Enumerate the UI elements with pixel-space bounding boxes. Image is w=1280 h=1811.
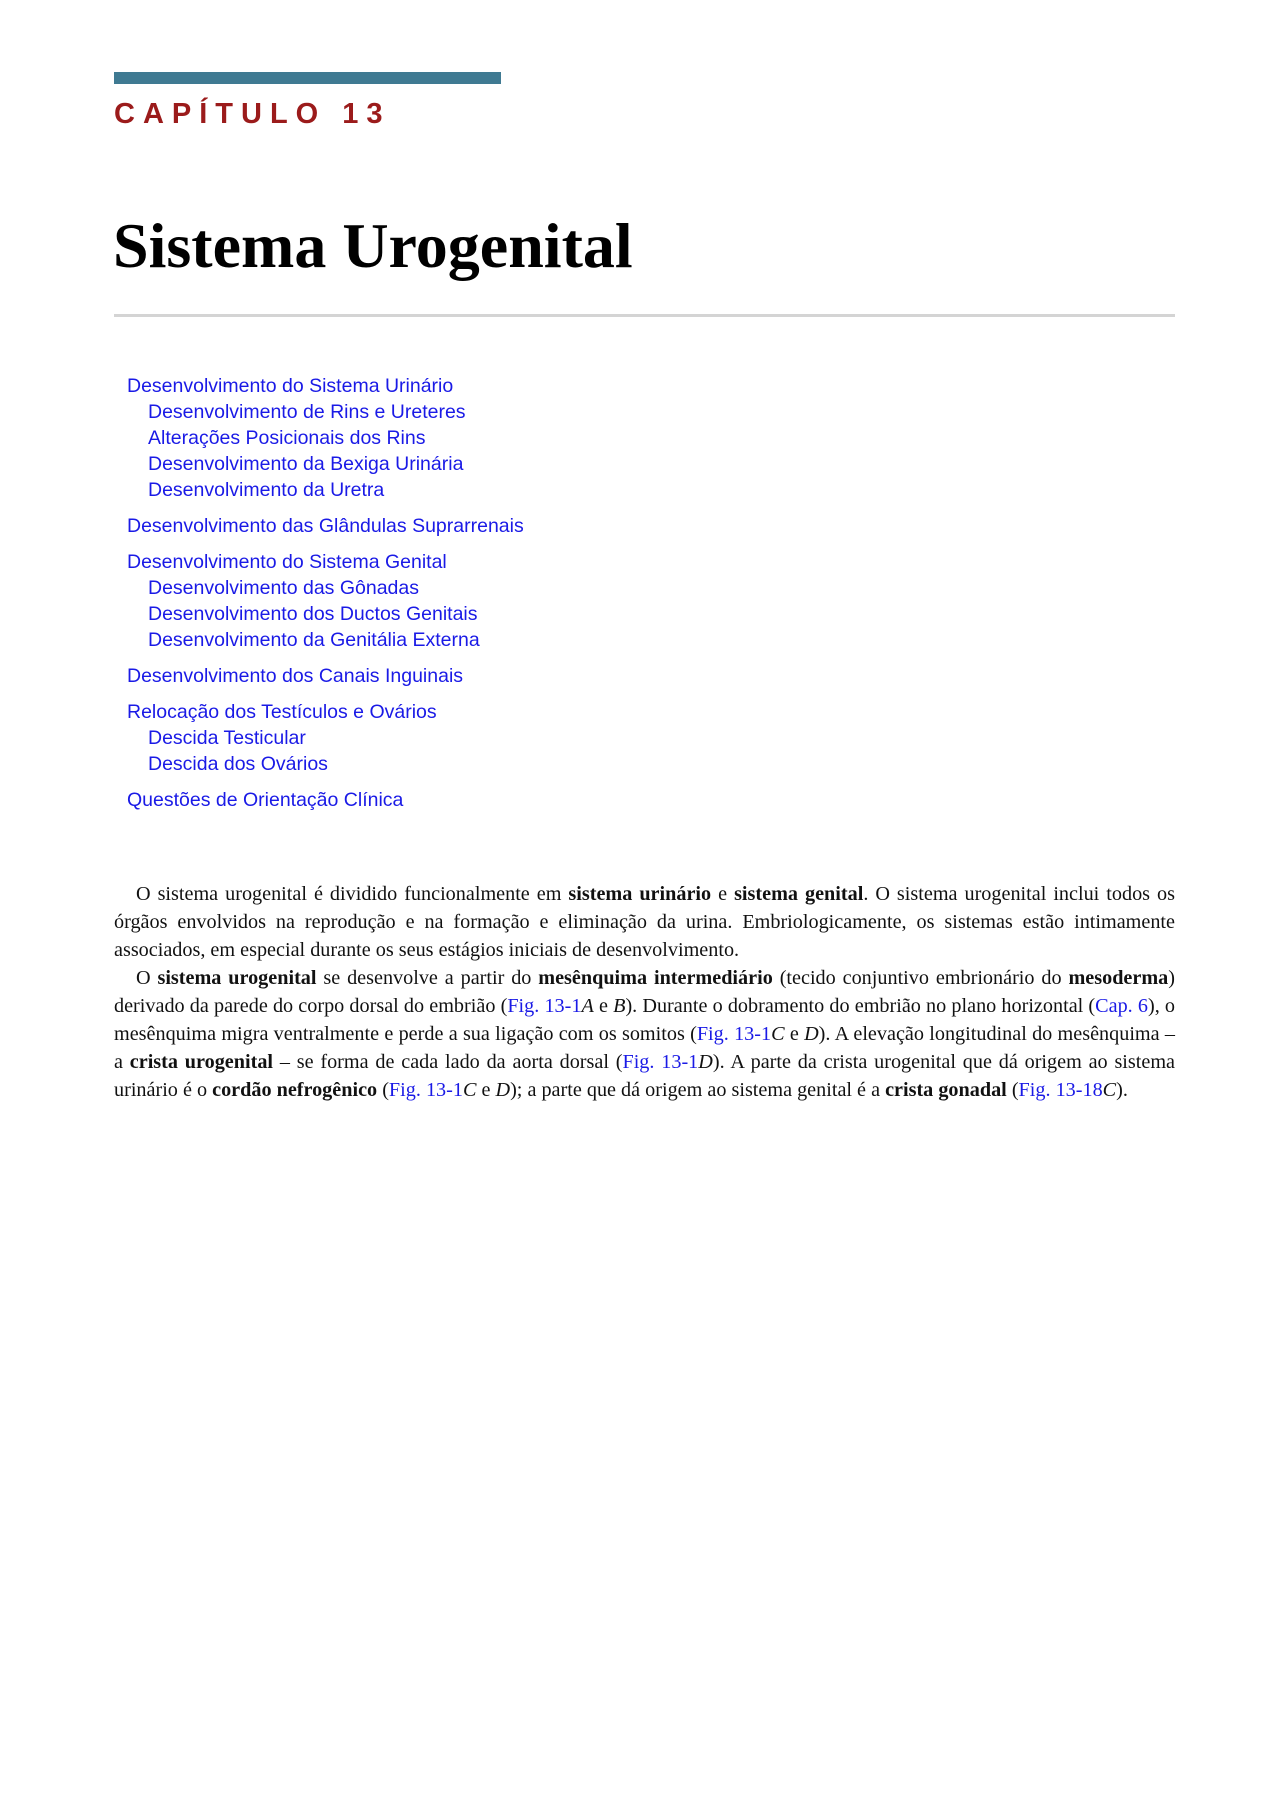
toc-sublink[interactable]: Descida dos Ovários [148,753,328,775]
toc-sublink[interactable]: Descida Testicular [148,727,306,749]
toc-sublink[interactable]: Desenvolvimento de Rins e Ureteres [148,401,466,423]
figure-reference-link[interactable]: Fig. 13-1 [507,995,582,1017]
bold-term: sistema urinário [568,883,712,905]
italic-label: A [581,995,594,1017]
body-paragraph [114,880,1175,964]
bold-term: crista gonadal [885,1079,1007,1101]
text-run: O sistema urogenital é dividido funcionalmente em [136,883,569,905]
bold-term: mesoderma [1068,967,1169,989]
italic-label: C [771,1023,785,1045]
text-run: – se forma de cada lado da aorta dorsal ( [273,1051,623,1073]
italic-label: C [1102,1079,1117,1101]
toc-sublink[interactable]: Desenvolvimento das Gônadas [148,577,419,599]
toc-group [127,787,827,813]
toc-sublink[interactable]: Alterações Posicionais dos Rins [148,427,426,449]
italic-label: B [613,995,626,1017]
toc-link[interactable]: Questões de Orientação Clínica [127,789,404,811]
toc-link[interactable]: Desenvolvimento do Sistema Urinário [127,375,454,397]
toc-group [127,663,827,689]
toc-link[interactable]: Desenvolvimento do Sistema Genital [127,551,447,573]
italic-label: D [495,1079,511,1101]
text-run: O [136,967,158,989]
italic-label: C [462,1079,477,1101]
toc-group [127,549,827,653]
text-run: ). A parte da crista urogenital que dá origem ao sistema urinário é o [114,1051,1176,1101]
toc-group [127,513,827,539]
bold-term: crista urogenital [129,1051,274,1073]
text-run: . O sistema urogenital inclui todos os órgãos envolvidos na reprodução e na formação e eliminação da urina. Embriologicamente, os sistemas estão intimamente associados, em especial durante os seus estágios iniciais de desenvolvimento. [114,883,1175,961]
table-of-contents [127,373,827,823]
text-run: ), o mesênquima migra ventralmente e perde a sua ligação com os somitos ( [114,995,1176,1045]
text-run: ). [1116,1079,1128,1101]
text-run: e [476,1079,496,1101]
text-run: ); a parte que dá origem ao sistema genital é a [510,1079,886,1101]
text-run: se desenvolve a partir do [316,967,539,989]
chapter-accent-bar [114,72,501,84]
toc-sublink[interactable]: Desenvolvimento da Genitália Externa [148,629,480,651]
toc-sublink[interactable]: Desenvolvimento da Bexiga Urinária [148,453,464,475]
figure-reference-link[interactable]: Cap. 6 [1095,995,1148,1017]
italic-label: D [804,1023,819,1045]
body-text [114,880,1175,1104]
bold-term: cordão nefrogênico [212,1079,378,1101]
figure-reference-link[interactable]: Fig. 13-1 [388,1079,463,1101]
toc-sublink[interactable]: Desenvolvimento dos Ductos Genitais [148,603,478,625]
page-title: Sistema Urogenital [113,210,633,281]
bold-term: sistema urogenital [157,967,317,989]
toc-sublink[interactable]: Desenvolvimento da Uretra [148,479,385,501]
text-run: ). Durante o dobramento do embrião no plano horizontal ( [625,995,1096,1017]
figure-reference-link[interactable]: Fig. 13-1 [622,1051,699,1073]
text-run: ( [377,1079,389,1101]
text-run: e [711,883,735,905]
bold-term: sistema genital [734,883,864,905]
figure-reference-link[interactable]: Fig. 13-1 [696,1023,772,1045]
body-paragraph [114,964,1175,1104]
toc-link[interactable]: Desenvolvimento das Glândulas Suprarrenais [127,515,524,537]
toc-group [127,699,827,777]
figure-reference-link[interactable]: Fig. 13-18 [1018,1079,1103,1101]
toc-link[interactable]: Desenvolvimento dos Canais Inguinais [127,665,464,687]
text-run: ) derivado da parede do corpo dorsal do embrião ( [114,967,1175,1017]
toc-link[interactable]: Relocação dos Testículos e Ovários [127,701,437,723]
title-divider [114,314,1175,317]
text-run: e [784,1023,805,1045]
bold-term: mesênquima intermediário [538,967,773,989]
text-run: ). A elevação longitudinal do mesênquima – a [114,1023,1175,1073]
text-run: e [593,995,614,1017]
text-run: ( [1006,1079,1019,1101]
italic-label: D [698,1051,713,1073]
chapter-label: CAPÍTULO 13 [114,98,391,130]
text-run: (tecido conjuntivo embrionário do [772,967,1069,989]
toc-group [127,373,827,503]
